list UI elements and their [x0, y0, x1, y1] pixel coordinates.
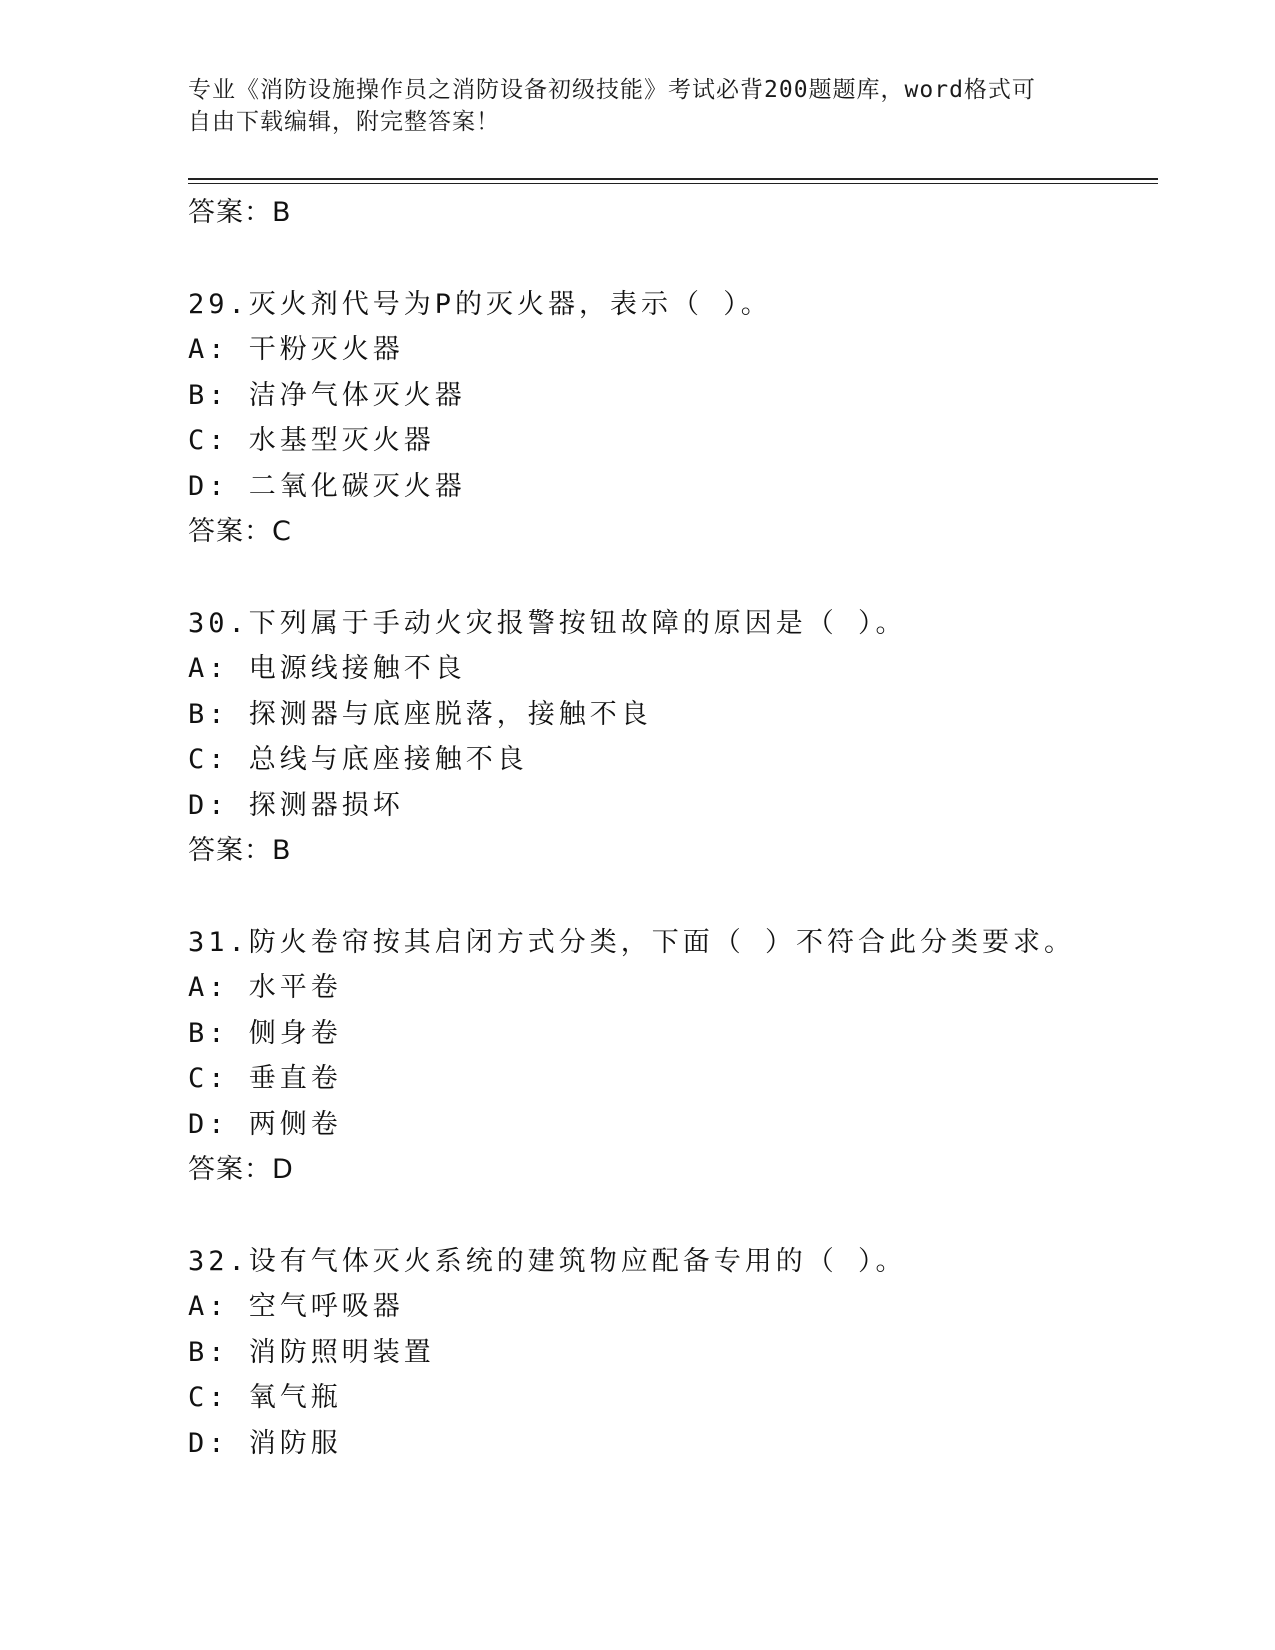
- option-c: C: 总线与底座接触不良: [188, 744, 528, 775]
- question-stem: 29.灭火剂代号为P的灭火器，表示（ ）。: [188, 289, 772, 320]
- option-a: A: 电源线接触不良: [188, 653, 466, 684]
- header-line-2: 自由下载编辑，附完整答案！: [188, 109, 500, 135]
- option-d: D: 探测器损坏: [188, 789, 404, 821]
- question-stem: 30.下列属于手动火灾报警按钮故障的原因是（ ）。: [188, 608, 907, 639]
- question-29: [188, 282, 1188, 555]
- option-a: A: 空气呼吸器: [188, 1291, 404, 1322]
- option-b: B: 探测器与底座脱落，接触不良: [188, 698, 652, 730]
- header-divider: [188, 178, 1158, 184]
- option-a: A: 干粉灭火器: [188, 334, 404, 365]
- answer: 答案：C: [188, 516, 292, 547]
- option-c: C: 垂直卷: [188, 1063, 342, 1094]
- answer-previous: 答案：B: [188, 197, 292, 228]
- option-d: D: 两侧卷: [188, 1108, 342, 1140]
- document-header: [188, 74, 1088, 138]
- header-line-1: 专业《消防设施操作员之消防设备初级技能》考试必背200题题库，word格式可: [188, 77, 1036, 103]
- question-32: [188, 1239, 1188, 1466]
- question-stem: 31.防火卷帘按其启闭方式分类，下面（ ）不符合此分类要求。: [188, 927, 1076, 958]
- option-b: B: 侧身卷: [188, 1017, 342, 1049]
- question-stem: 32.设有气体灭火系统的建筑物应配备专用的（ ）。: [188, 1246, 907, 1277]
- answer: 答案：B: [188, 835, 292, 866]
- question-30: [188, 601, 1188, 874]
- option-d: D: 消防服: [188, 1427, 342, 1459]
- question-31: [188, 920, 1188, 1193]
- option-d: D: 二氧化碳灭火器: [188, 470, 466, 502]
- option-c: C: 水基型灭火器: [188, 425, 435, 456]
- question-list: [188, 190, 1188, 1466]
- option-b: B: 洁净气体灭火器: [188, 379, 466, 411]
- option-b: B: 消防照明装置: [188, 1336, 435, 1368]
- option-a: A: 水平卷: [188, 972, 342, 1003]
- answer: 答案：D: [188, 1154, 294, 1185]
- option-c: C: 氧气瓶: [188, 1382, 342, 1413]
